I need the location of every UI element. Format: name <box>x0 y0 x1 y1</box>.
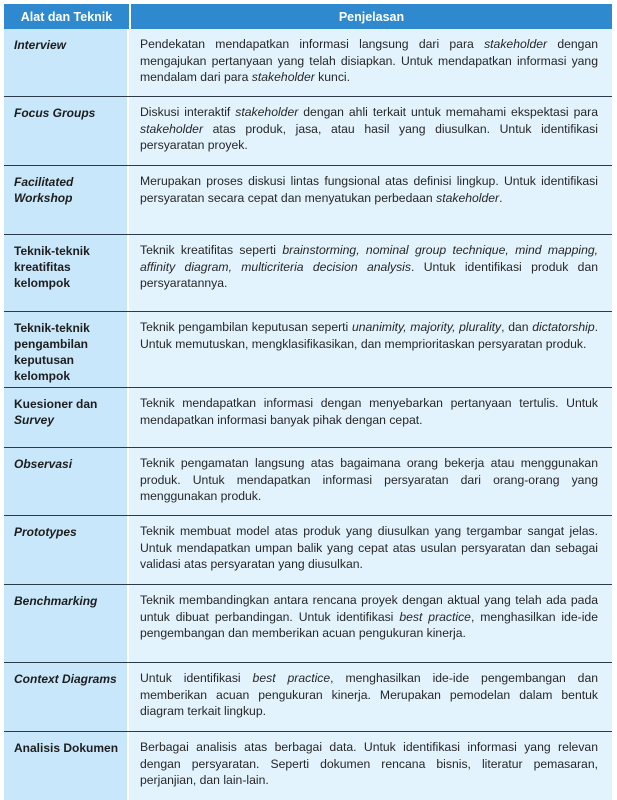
text-run: . Untuk memutuskan, mengklasifikasikan, dan memprioritaskan persyaratan produk. <box>140 320 598 351</box>
text-run: Berbagai analisis atas berbagai data. Untuk identifikasi informasi yang relevan dengan persyaratan. Seperti dokumen rencana bisnis, literatur pemasaran, perjanjian, dan lain-lain. <box>140 740 598 787</box>
text-run: . <box>499 190 503 205</box>
text-run: stakeholder <box>251 70 315 84</box>
header-description: Penjelasan <box>338 9 405 24</box>
text-run: Context Diagrams <box>14 672 117 686</box>
text-run: Benchmarking <box>14 594 98 608</box>
text-run: stakeholder <box>436 190 500 205</box>
description-cell <box>129 312 612 387</box>
text-run: Teknik kreatifitas seperti <box>140 243 283 257</box>
text-run: dengan ahli terkait untuk memahami ekspektasi para <box>298 105 598 119</box>
text-run: Survey <box>14 413 55 427</box>
table-header <box>4 4 612 29</box>
text-run: brainstorming, nominal group technique, mind mapping, affinity diagram, multicriteria decision analysis <box>140 243 599 274</box>
table-row <box>4 235 612 312</box>
text-run: , menghasilkan ide-ide pengembangan dan memberikan acuan pengukuran kinerja. <box>140 609 598 640</box>
technique-cell <box>4 235 129 311</box>
text-run: Diskusi interaktif <box>140 105 236 119</box>
technique-cell <box>4 312 129 387</box>
text-run: stakeholder <box>484 37 548 51</box>
text-run: best practice <box>252 671 331 685</box>
text-run: , menghasilkan ide-ide pengembangan dan memberikan acuan pengukuran kinerja. Merupakan pemodelan dalam bentuk diagram terkait lingkup. <box>140 671 598 718</box>
text-run: Teknik pengambilan keputusan seperti <box>140 320 352 334</box>
header-technique: Alat dan Teknik <box>4 4 131 29</box>
text-run: Untuk identifikasi <box>140 671 253 685</box>
text-run: Teknik pengamatan langsung atas bagaimana orang bekerja atau menggunakan produk. Untuk mendapatkan informasi persyaratan dari orang-orang yang menggunakan produk. <box>140 456 598 503</box>
text-run: . Untuk identifikasi produk dan persyaratannya. <box>140 259 598 290</box>
description-cell <box>129 663 612 731</box>
table-row <box>4 388 612 448</box>
text-run: Kuesioner dan <box>14 397 98 411</box>
description-cell <box>129 29 612 96</box>
technique-cell <box>4 516 129 584</box>
text-run: Teknik mendapatkan informasi dengan menyebarkan pertanyaan tertulis. Untuk mendapatkan informasi banyak pihak dengan cepat. <box>140 396 598 427</box>
text-run: Observasi <box>14 457 73 471</box>
description-cell <box>129 166 612 234</box>
description-cell <box>129 732 612 800</box>
technique-cell <box>4 585 129 662</box>
technique-cell <box>4 29 129 96</box>
technique-cell <box>4 166 129 234</box>
description-cell <box>129 585 612 662</box>
description-cell <box>129 516 612 584</box>
text-run: Interview <box>14 38 67 52</box>
text-run: unanimity, majority, plurality <box>351 320 502 334</box>
text-run: stakeholder <box>140 121 204 136</box>
text-run: best practice <box>399 609 471 624</box>
text-run: Facilitated Workshop <box>14 175 74 205</box>
table-row <box>4 663 612 732</box>
table-row <box>4 312 612 388</box>
table-row <box>4 585 612 663</box>
text-run: Teknik membandingkan antara rencana proyek dengan aktual yang telah ada pada untuk dibuat perbandingan. Untuk identifikasi <box>140 593 598 624</box>
description-cell <box>129 388 612 447</box>
text-run: Analisis Dokumen <box>14 741 119 755</box>
description-cell <box>129 448 612 515</box>
technique-cell <box>4 663 129 731</box>
table-row <box>4 732 612 800</box>
text-run: dengan mengajukan pertanyaan yang telah disiapkan. Untuk mendapatkan informasi yang mendalam dari para <box>140 37 598 84</box>
text-run: Pendekatan mendapatkan informasi langsung dari para <box>140 37 485 51</box>
table-row <box>4 448 612 516</box>
technique-cell <box>4 97 129 165</box>
techniques-table <box>4 4 612 800</box>
technique-cell <box>4 448 129 515</box>
text-run: Teknik-teknik pengambilan keputusan kelompok <box>14 321 90 383</box>
table-row <box>4 516 612 585</box>
text-run: Teknik-teknik kreatifitas kelompok <box>14 244 90 290</box>
text-run: Focus Groups <box>14 106 96 120</box>
description-cell <box>129 235 612 311</box>
technique-cell <box>4 388 129 447</box>
text-run: dictatorship <box>532 320 595 334</box>
text-run: Merupakan proses diskusi lintas fungsional atas definisi lingkup. Untuk identifikasi persyaratan secara cepat dan menyatukan perbedaan <box>140 174 598 205</box>
table-body <box>4 29 612 800</box>
text-run: atas produk, jasa, atau hasil yang diusulkan. Untuk identifikasi persyaratan proyek. <box>140 121 598 152</box>
text-run: kunci. <box>314 70 351 84</box>
table-row <box>4 166 612 235</box>
description-cell <box>129 97 612 165</box>
table-row <box>4 29 612 97</box>
table-row <box>4 97 612 166</box>
text-run: stakeholder <box>235 105 299 119</box>
text-run: Teknik membuat model atas produk yang diusulkan yang tergambar sangat jelas. Untuk mendapatkan umpan balik yang cepat atas usulan persyaratan dan sebagai validasi atas persyaratan yang diusulkan. <box>140 524 598 571</box>
technique-cell <box>4 732 129 800</box>
text-run: Prototypes <box>14 525 77 539</box>
text-run: , dan <box>501 320 533 334</box>
